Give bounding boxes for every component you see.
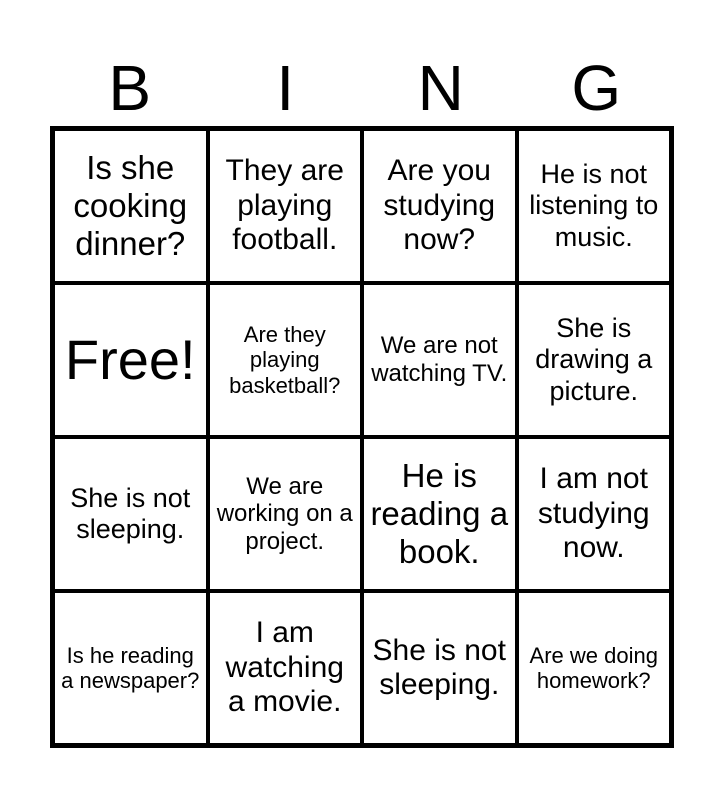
bingo-cell[interactable]: She is not sleeping. [362, 591, 517, 745]
header-letter-b: B [108, 52, 152, 124]
header-letter-n: N [417, 52, 464, 124]
bingo-cell[interactable]: I am watching a movie. [208, 591, 363, 745]
bingo-cell[interactable]: He is not listening to music. [517, 129, 672, 283]
bingo-cell[interactable]: Is she cooking dinner? [53, 129, 208, 283]
bingo-cell[interactable]: They are playing football. [208, 129, 363, 283]
bingo-cell[interactable]: She is drawing a picture. [517, 283, 672, 437]
bingo-cell[interactable]: I am not studying now. [517, 437, 672, 591]
bingo-cell[interactable]: Are we doing homework? [517, 591, 672, 745]
bingo-cell[interactable]: We are not watching TV. [362, 283, 517, 437]
bingo-cell[interactable]: Are you studying now? [362, 129, 517, 283]
bingo-cell[interactable]: We are working on a project. [208, 437, 363, 591]
bingo-cell[interactable]: Are they playing basketball? [208, 283, 363, 437]
bingo-cell[interactable]: Is he reading a newspaper? [53, 591, 208, 745]
bingo-board [50, 126, 674, 748]
bingo-header [52, 52, 674, 124]
free-space-cell[interactable]: Free! [53, 283, 208, 437]
header-letter-i: I [276, 52, 295, 124]
header-letter-g: G [571, 52, 622, 124]
bingo-cell[interactable]: He is reading a book. [362, 437, 517, 591]
bingo-cell[interactable]: She is not sleeping. [53, 437, 208, 591]
